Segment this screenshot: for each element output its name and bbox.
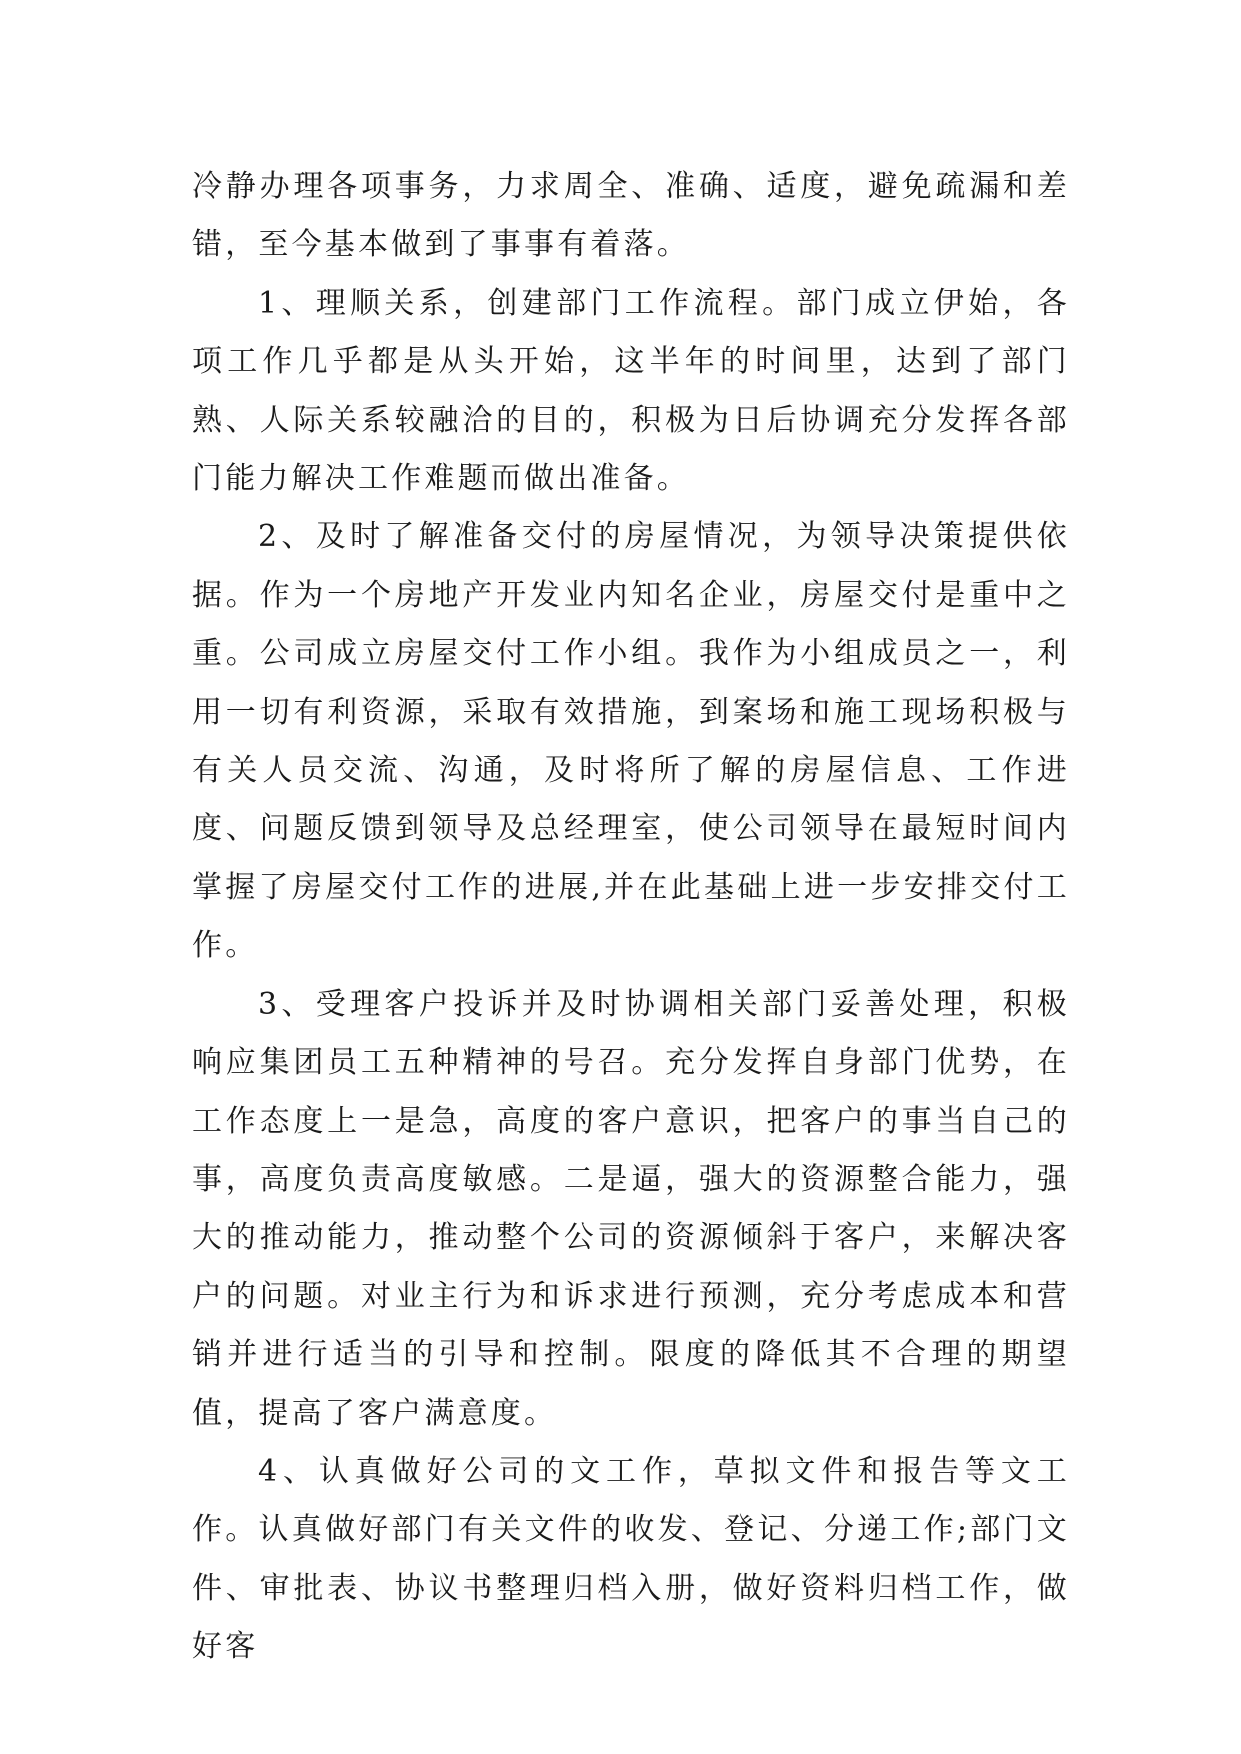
paragraph-item-1: 1、理顺关系，创建部门工作流程。部门成立伊始，各项工作几乎都是从头开始，这半年的时间里，达到了部门熟、人际关系较融洽的目的，积极为日后协调充分发挥各部门能力解决工作难题而做出准备。 <box>192 285 1070 497</box>
paragraph-item-4: 4、认真做好公司的文工作，草拟文件和报告等文工作。认真做好部门有关文件的收发、登记、分递工作;部门文件、审批表、协议书整理归档入册，做好资料归档工作，做好客 <box>192 1453 1070 1665</box>
document-body <box>192 158 1070 1677</box>
paragraph-item-3: 3、受理客户投诉并及时协调相关部门妥善处理，积极响应集团员工五种精神的号召。充分发挥自身部门优势，在工作态度上一是急，高度的客户意识，把客户的事当自己的事，高度负责高度敏感。二是逼，强大的资源整合能力，强大的推动能力，推动整个公司的资源倾斜于客户，来解决客户的问题。对业主行为和诉求进行预测，充分考虑成本和营销并进行适当的引导和控制。限度的降低其不合理的期望值，提高了客户满意度。 <box>192 986 1070 1431</box>
paragraph-continued: 冷静办理各项事务，力求周全、准确、适度，避免疏漏和差错，至今基本做到了事事有着落。 <box>192 169 1070 263</box>
paragraph-item-2: 2、及时了解准备交付的房屋情况，为领导决策提供依据。作为一个房地产开发业内知名企业，房屋交付是重中之重。公司成立房屋交付工作小组。我作为小组成员之一，利用一切有利资源，采取有效措施，到案场和施工现场积极与有关人员交流、沟通，及时将所了解的房屋信息、工作进度、问题反馈到领导及总经理室，使公司领导在最短时间内掌握了房屋交付工作的进展,并在此基础上进一步安排交付工作。 <box>192 519 1070 964</box>
